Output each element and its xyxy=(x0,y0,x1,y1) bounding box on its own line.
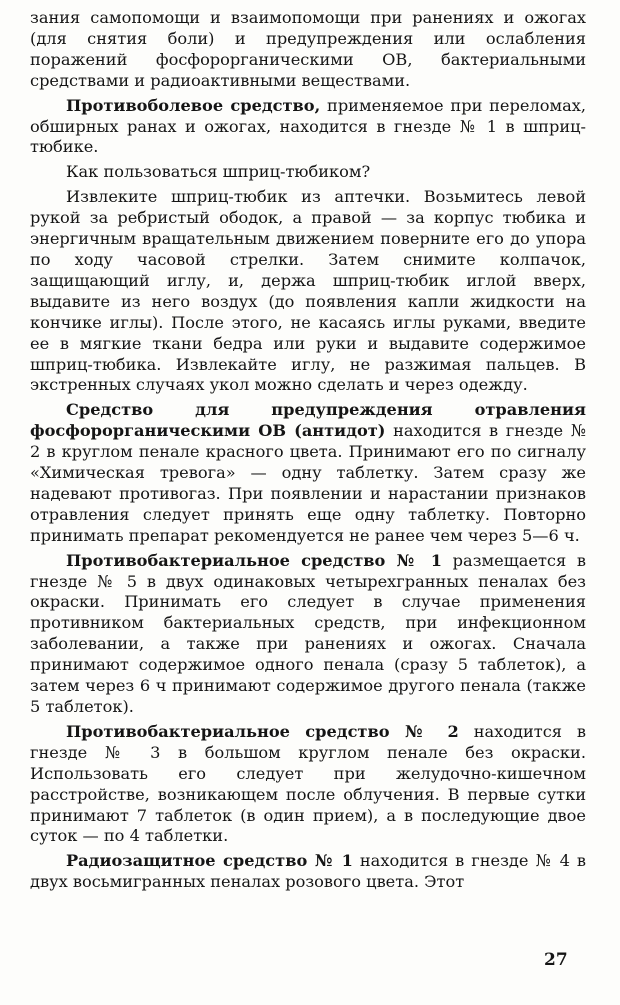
page-number: 27 xyxy=(544,950,568,970)
paragraph: Средство для предупреждения отравления фосфорорганическими ОВ (антидот) находится в гнезде № 2 в круглом пенале красного цвета. Принимают его по сигналу «Химическая тревога» — одну таблетку. Затем сразу же надевают противогаз. При появлении и нарастании признаков отравления следует принять еще одну таблетку. Повторно принимать препарат рекомендуется не ранее чем через 5—6 ч. xyxy=(30,400,586,545)
paragraph: зания самопомощи и взаимопомощи при ранениях и ожогах (для снятия боли) и предупреждения или ослабления поражений фосфорорганическими ОВ, бактериальными средствами и радиоактивными веществами. xyxy=(30,8,586,90)
paragraph: Извлеките шприц-тюбик из аптечки. Возьмитесь левой рукой за ребристый ободок, а правой — за корпус тюбика и энергичным вращательным движением поверните его до упора по ходу часовой стрелки. Затем снимите колпачок, защищающий иглу, и, держа шприц-тюбик иглой вверх, выдавите из него воздух (до появления капли жидкости на кончике иглы). После этого, не касаясь иглы руками, введите ее в мягкие ткани бедра или руки и выдавите содержимое шприц-тюбика. Извлекайте иглу, не разжимая пальцев. В экстренных случаях укол можно сделать и через одежду. xyxy=(30,187,586,395)
paragraph: Противобактериальное средство № 2 находится в гнезде № 3 в большом круглом пенале без окраски. Использовать его следует при желудочно-кишечном расстройстве, возникающем после облучения. В первые сутки принимают 7 таблеток (в один прием), а в последующие двое суток — по 4 таблетки. xyxy=(30,721,586,846)
body-text xyxy=(30,8,586,897)
paragraph: Противобактериальное средство № 1 размещается в гнезде № 5 в двух одинаковых четырехгранных пеналах без окраски. Принимать его следует в случае применения противником бактериальных средств, при инфекционном заболевании, а также при ранениях и ожогах. Сначала принимают содержимое одного пенала (сразу 5 таблеток), а затем через 6 ч принимают содержимое другого пенала (также 5 таблеток). xyxy=(30,550,586,716)
paragraph: Радиозащитное средство № 1 находится в гнезде № 4 в двух восьмигранных пеналах розового цвета. Этот xyxy=(30,851,587,892)
paragraph: Противоболевое средство, применяемое при переломах, обширных ранах и ожогах, находится в гнезде № 1 в шприц-тюбике. xyxy=(30,95,587,157)
paragraph: Как пользоваться шприц-тюбиком? xyxy=(66,162,371,182)
